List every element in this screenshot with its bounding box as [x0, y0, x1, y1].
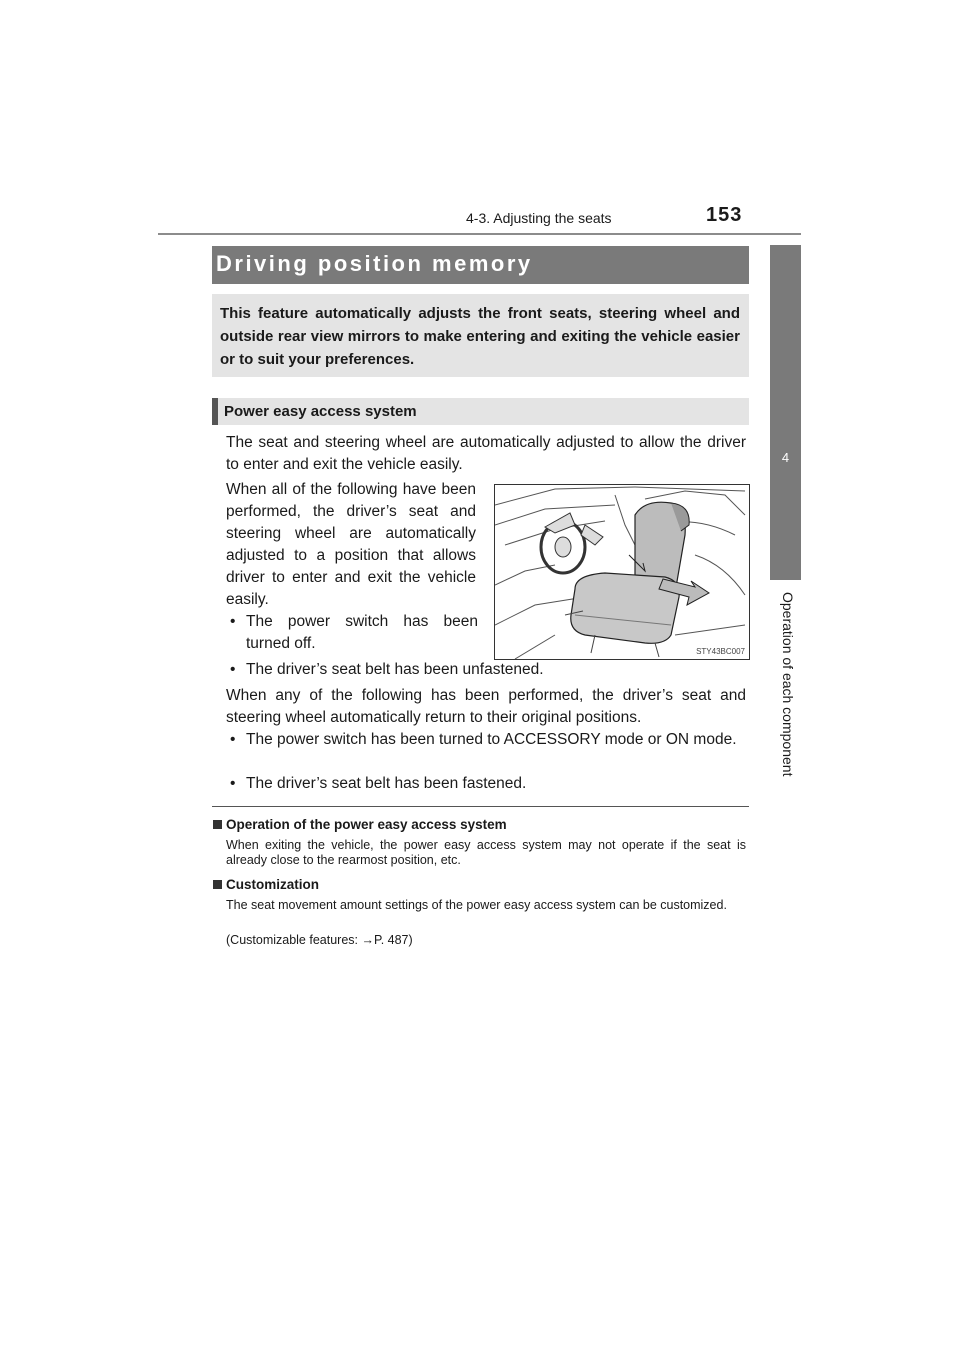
- divider: [212, 806, 749, 807]
- header-rule: [158, 233, 801, 235]
- figure-seat-illustration: [494, 484, 750, 660]
- chapter-side-label: Operation of each component: [780, 592, 796, 777]
- title-bar: [212, 246, 749, 284]
- intro-text: This feature automatically adjusts the front seats, steering wheel and outside rear view mirrors to make entering and exiting the vehicle easier or to suit your preferences.: [220, 305, 740, 368]
- square-bullet-icon: [213, 820, 222, 829]
- note-heading-text: Operation of the power easy access system: [226, 817, 507, 832]
- subsection-bar: [212, 398, 749, 425]
- note-body: The seat movement amount settings of the power easy access system can be customized.: [226, 898, 727, 912]
- section-reference: 4-3. Adjusting the seats: [466, 210, 612, 226]
- bullet-text: The driver’s seat belt has been fastened.: [246, 775, 527, 792]
- intro-box: [212, 294, 749, 377]
- page-number: 153: [706, 204, 743, 226]
- subsection-title: Power easy access system: [224, 403, 417, 420]
- figure-label: STY43BC007: [696, 647, 745, 656]
- bullet-dot: •: [230, 775, 236, 792]
- subsection-marker: [212, 398, 218, 425]
- seat-illustration-icon: [495, 485, 749, 659]
- note-heading-text: Customization: [226, 877, 319, 892]
- square-bullet-icon: [213, 880, 222, 889]
- note-body: When exiting the vehicle, the power easy access system may not operate if the seat is already close to the rearmost position, etc.: [226, 838, 746, 867]
- bullet-text: The driver’s seat belt has been unfastened.: [246, 661, 544, 678]
- cross-reference[interactable]: (Customizable features: →P. 487): [226, 933, 413, 947]
- note-heading: [213, 817, 507, 832]
- paragraph-intro: The seat and steering wheel are automatically adjusted to allow the driver to enter and exit the vehicle easily.: [226, 434, 746, 473]
- bullet-dot: •: [230, 613, 236, 630]
- chapter-number: 4: [781, 450, 790, 465]
- bullet-text: The power switch has been turned to ACCESSORY mode or ON mode.: [246, 731, 737, 748]
- chapter-side-tab: [770, 245, 801, 580]
- note-heading: [213, 877, 319, 892]
- page-title: Driving position memory: [216, 251, 533, 276]
- bullet-dot: •: [230, 731, 236, 748]
- paragraph-conditions: When all of the following have been performed, the driver’s seat and steering wheel are automatically adjusted to a position that allows driver to enter and exit the vehicle easily.: [226, 481, 476, 608]
- paragraph-return-conditions: When any of the following has been performed, the driver’s seat and steering wheel automatically return to their original positions.: [226, 687, 746, 726]
- bullet-text: The power switch has been turned off.: [246, 613, 478, 652]
- bullet-dot: •: [230, 661, 236, 678]
